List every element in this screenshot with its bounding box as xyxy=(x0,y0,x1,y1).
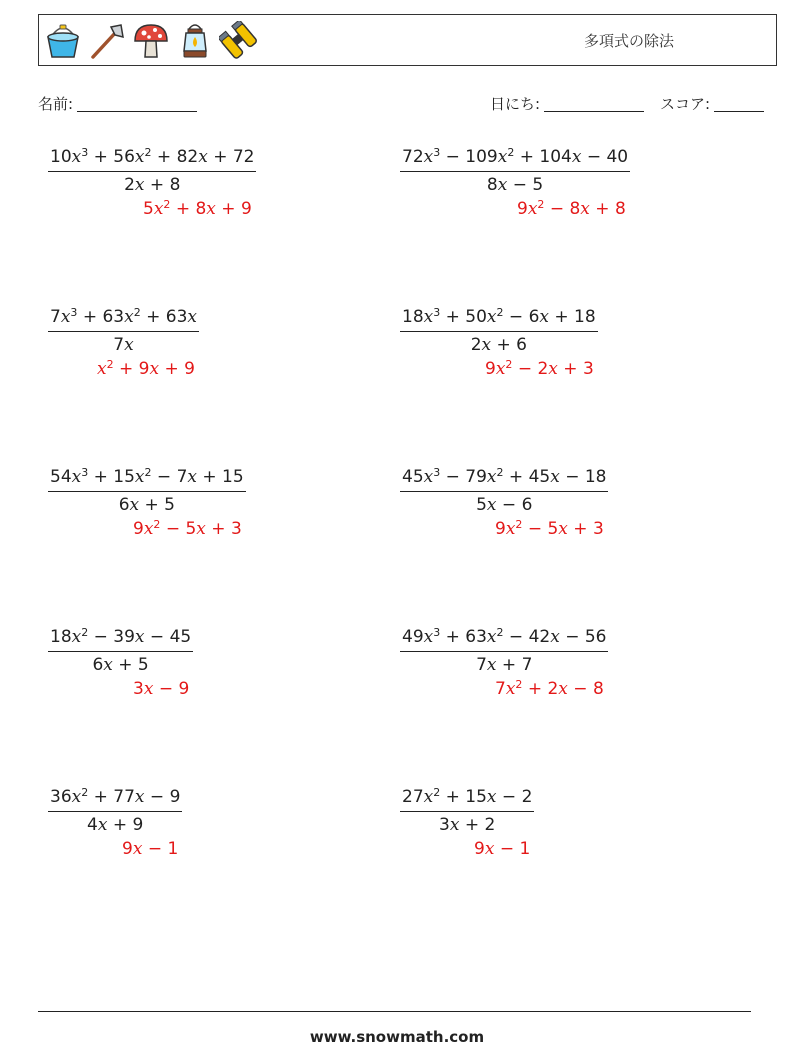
lantern-icon xyxy=(175,21,215,61)
mushroom-icon xyxy=(131,21,171,61)
problem-item xyxy=(400,306,598,379)
denominator: 5x − 6 xyxy=(476,495,533,515)
numerator: $27x^2 + 15x - 2$ xyxy=(400,786,534,812)
name-label: 名前: xyxy=(38,95,74,113)
problem-item xyxy=(400,466,608,539)
numerator: $7x^3 + 63x^2 + 63x$ xyxy=(48,306,199,332)
numerator: $10x^3 + 56x^2 + 82x + 72$ xyxy=(48,146,256,172)
numerator: $72x^3 - 109x^2 + 104x - 40$ xyxy=(400,146,630,172)
score-field xyxy=(660,93,764,114)
problem-item xyxy=(48,786,182,859)
numerator: $49x^3 + 63x^2 - 42x - 56$ xyxy=(400,626,608,652)
problem-item xyxy=(48,306,199,379)
denominator: 4x + 9 xyxy=(87,815,144,835)
fraction xyxy=(48,146,256,196)
answer: $7x^2 + 2x - 8$ xyxy=(495,678,604,699)
fraction xyxy=(400,466,608,516)
answer: 9x − 1 xyxy=(474,839,531,859)
date-label: 日にち: xyxy=(490,95,541,113)
score-label: スコア: xyxy=(660,95,711,113)
answer: $5x^2 + 8x + 9$ xyxy=(143,198,252,219)
bucket-icon xyxy=(43,21,83,61)
date-field xyxy=(490,93,644,114)
problem-item xyxy=(400,626,608,699)
binoculars-icon xyxy=(219,21,259,61)
name-blank[interactable] xyxy=(77,95,197,112)
answer: $9x^2 - 2x + 3$ xyxy=(485,358,594,379)
problem-item xyxy=(48,626,193,699)
fraction xyxy=(400,146,630,196)
numerator: $18x^3 + 50x^2 - 6x + 18$ xyxy=(400,306,598,332)
header-icons xyxy=(43,19,259,63)
fraction xyxy=(400,306,598,356)
problem-item xyxy=(400,146,630,219)
numerator: $54x^3 + 15x^2 - 7x + 15$ xyxy=(48,466,246,492)
denominator: 2x + 8 xyxy=(124,175,181,195)
fraction xyxy=(48,306,199,356)
denominator: 2x + 6 xyxy=(470,335,527,355)
problem-item xyxy=(48,146,256,219)
fraction xyxy=(48,466,246,516)
answer: 9x − 1 xyxy=(122,839,179,859)
name-field xyxy=(38,93,197,114)
denominator: 8x − 5 xyxy=(486,175,544,195)
fraction xyxy=(48,626,193,676)
footer-url: www.snowmath.com xyxy=(309,1028,485,1046)
fraction xyxy=(48,786,182,836)
answer: $9x^2 - 5x + 3$ xyxy=(495,518,604,539)
numerator: $18x^2 - 39x - 45$ xyxy=(48,626,193,652)
answer: $x^2 + 9x + 9$ xyxy=(97,358,195,379)
answer: $9x^2 - 5x + 3$ xyxy=(133,518,242,539)
denominator: 6x + 5 xyxy=(118,495,175,515)
numerator: $45x^3 - 79x^2 + 45x - 18$ xyxy=(400,466,608,492)
score-blank[interactable] xyxy=(714,95,764,112)
footer-divider xyxy=(38,1011,751,1012)
answer: 3x − 9 xyxy=(133,679,190,699)
denominator: 7x + 7 xyxy=(476,655,533,675)
denominator: 6x + 5 xyxy=(92,655,149,675)
worksheet-title: 多項式の除法 xyxy=(583,31,674,50)
answer: $9x^2 - 8x + 8$ xyxy=(517,198,626,219)
date-blank[interactable] xyxy=(544,95,644,112)
fraction xyxy=(400,786,534,836)
problem-item xyxy=(400,786,534,859)
worksheet-header xyxy=(38,14,777,66)
problem-item xyxy=(48,466,246,539)
denominator: 3x + 2 xyxy=(439,815,496,835)
numerator: $36x^2 + 77x - 9$ xyxy=(48,786,182,812)
fraction xyxy=(400,626,608,676)
axe-icon xyxy=(87,21,127,61)
denominator: 7x xyxy=(113,335,134,355)
